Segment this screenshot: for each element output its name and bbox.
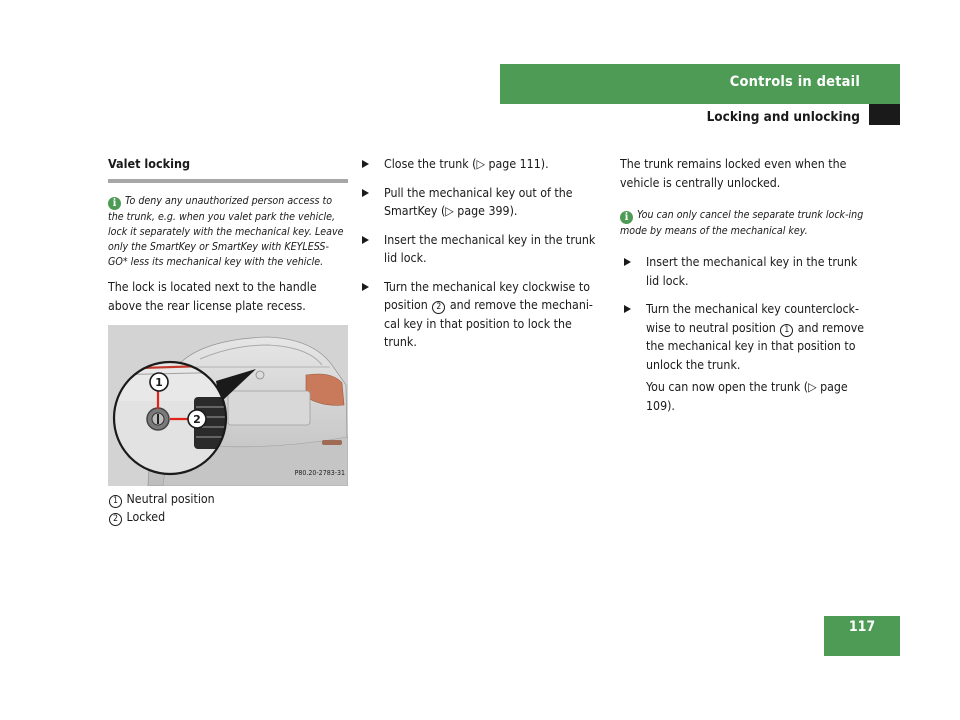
instruction-text: Close the trunk (▷ page 111). — [384, 157, 549, 171]
info-icon: i — [620, 211, 633, 224]
legend-text: Locked — [126, 510, 166, 525]
legend-item-2 — [108, 508, 348, 526]
instruction-step — [358, 155, 603, 174]
column-middle — [358, 155, 603, 362]
trunk-lock-illustration — [108, 325, 348, 486]
bullet-arrow-icon — [624, 258, 631, 266]
bullet-arrow-icon — [362, 236, 369, 244]
instruction-text: and remove the mechanical key in that position to unlock the trunk. — [646, 320, 865, 372]
instruction-text: Insert the mechanical key in the trunk lid lock. — [384, 232, 596, 265]
instruction-text: Turn the mechanical key counterclock-wise to neutral position — [646, 302, 859, 335]
instruction-text: Pull the mechanical key out of the SmartKey (▷ page 399). — [384, 185, 573, 218]
instruction-step — [620, 253, 865, 290]
column-left — [108, 155, 348, 526]
header-tab-marker — [869, 104, 900, 125]
bullet-arrow-icon — [624, 305, 631, 313]
instruction-text: Turn the mechanical key clockwise to position — [384, 279, 590, 312]
trunk-lock-figure — [108, 325, 348, 486]
instruction-step — [358, 184, 603, 221]
heading-rule — [108, 179, 348, 183]
instruction-text: and remove the mechani-cal key in that position to lock the trunk. — [384, 298, 593, 349]
legend-text: Neutral position — [126, 492, 215, 507]
instruction-text: Insert the mechanical key in the trunk lid lock. — [646, 255, 858, 288]
section-title: Controls in detail — [729, 74, 860, 90]
section-heading: Valet locking — [108, 156, 191, 171]
trunk-locked-text: The trunk remains locked even when the vehicle is centrally unlocked. — [620, 157, 847, 190]
instruction-step — [620, 300, 865, 374]
followup-text: You can now open the trunk (▷ page 109). — [646, 380, 848, 413]
header-band — [500, 64, 900, 104]
page-number-box — [824, 616, 900, 656]
bullet-arrow-icon — [362, 160, 369, 168]
info-note — [108, 194, 348, 271]
info-note — [620, 208, 865, 239]
info-icon: i — [108, 197, 121, 210]
position-number: 1 — [780, 324, 793, 337]
position-number: 2 — [432, 301, 445, 314]
bullet-arrow-icon — [362, 283, 369, 291]
legend-number: 1 — [109, 495, 122, 508]
instruction-step — [358, 231, 603, 268]
instruction-step — [358, 278, 603, 352]
figure-code: P80.20-2783-31 — [294, 468, 345, 477]
callout-2-label: 2 — [193, 413, 201, 427]
legend-item-1 — [108, 490, 348, 508]
lock-location-text: The lock is located next to the handle above the rear license plate recess. — [108, 280, 317, 313]
callout-1-label: 1 — [155, 376, 163, 390]
info-note-text: To deny any unauthorized person access to the trunk, e.g. when you valet park the vehicle, lock it separately with the mechanical key. Leave only the SmartKey or SmartKey with KEYLESS-GO* less its mechanical key with the vehicle. — [108, 194, 344, 269]
column-right — [620, 155, 865, 421]
bullet-arrow-icon — [362, 189, 369, 197]
page-number: 117 — [848, 619, 876, 635]
info-note-text: You can only cancel the separate trunk lock-ing mode by means of the mechanical key. — [620, 209, 864, 237]
legend-number: 2 — [109, 513, 122, 526]
page-subtitle: Locking and unlocking — [706, 109, 860, 125]
